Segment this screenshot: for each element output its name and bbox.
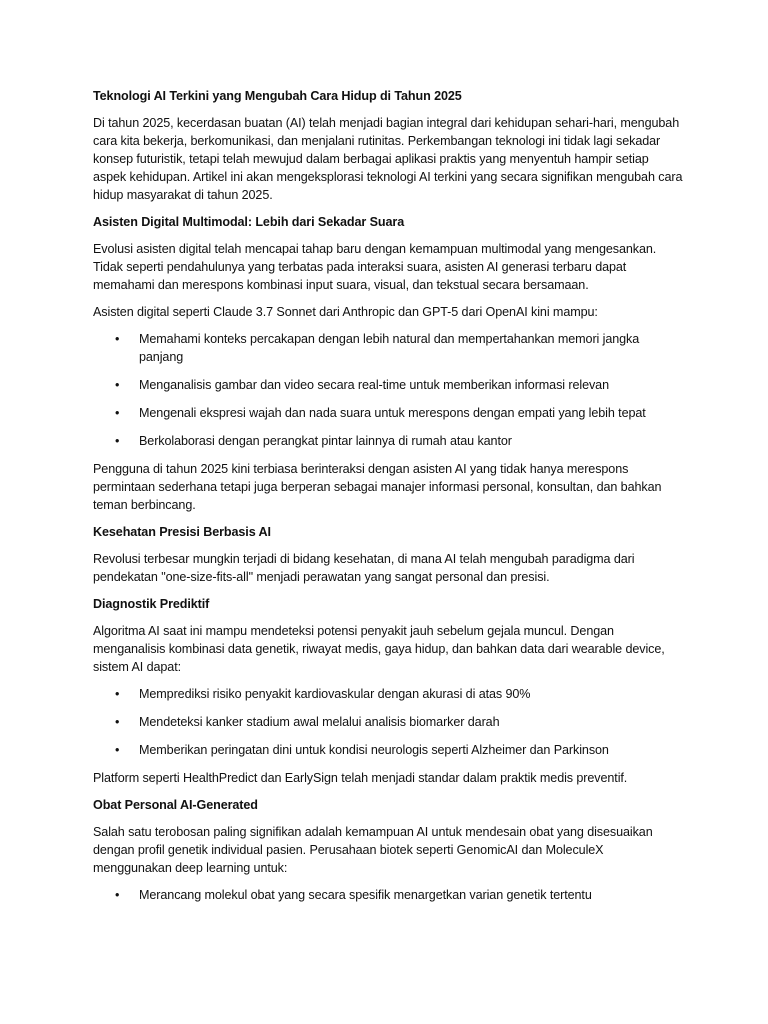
list-item-text: Memberikan peringatan dini untuk kondisi neurologis seperti Alzheimer dan Parkinson <box>139 743 609 757</box>
intro-paragraph: Di tahun 2025, kecerdasan buatan (AI) telah menjadi bagian integral dari kehidupan sehari-hari, mengubah cara kita bekerja, berkomunikasi, dan menjalani rutinitas. Perkembangan teknologi ini tidak lagi sekadar konsep futuristik, tetapi telah mewujud dalam berbagai aplikasi praktis yang menyentuh hampir setiap aspek kehidupan. Artikel ini akan mengeksplorasi teknologi AI terkini yang secara signifikan mengubah cara hidup masyarakat di tahun 2025. <box>93 116 683 202</box>
list-item <box>93 330 683 366</box>
section-heading-assistant: Asisten Digital Multimodal: Lebih dari Sekadar Suara <box>93 215 405 229</box>
list-item-text: Menganalisis gambar dan video secara real-time untuk memberikan informasi relevan <box>139 378 609 392</box>
section-heading-health: Kesehatan Presisi Berbasis AI <box>93 525 271 539</box>
list-item <box>93 741 683 759</box>
bullet-list <box>93 685 683 759</box>
list-item <box>93 886 683 904</box>
list-item-text: Merancang molekul obat yang secara spesifik menargetkan varian genetik tertentu <box>139 888 592 902</box>
list-item-text: Memprediksi risiko penyakit kardiovaskular dengan akurasi di atas 90% <box>139 687 531 701</box>
bullet-list <box>93 330 683 450</box>
bullet-icon: • <box>115 332 120 346</box>
bullet-icon: • <box>115 378 120 392</box>
paragraph: Revolusi terbesar mungkin terjadi di bidang kesehatan, di mana AI telah mengubah paradigma dari pendekatan "one-size-fits-all" menjadi perawatan yang sangat personal dan presisi. <box>93 552 635 584</box>
section-heading-diagnostics: Diagnostik Prediktif <box>93 597 210 611</box>
list-item-text: Mengenali ekspresi wajah dan nada suara untuk merespons dengan empati yang lebih tepat <box>139 406 646 420</box>
bullet-icon: • <box>115 888 120 902</box>
paragraph: Algoritma AI saat ini mampu mendeteksi potensi penyakit jauh sebelum gejala muncul. Dengan menganalisis kombinasi data genetik, riwayat medis, gaya hidup, dan bahkan data dari wearable device, sistem AI dapat: <box>93 624 665 674</box>
list-item-text: Mendeteksi kanker stadium awal melalui analisis biomarker darah <box>139 715 500 729</box>
paragraph: Platform seperti HealthPredict dan EarlySign telah menjadi standar dalam praktik medis preventif. <box>93 771 628 785</box>
section-heading-medicine: Obat Personal AI-Generated <box>93 798 258 812</box>
bullet-list <box>93 886 683 904</box>
bullet-icon: • <box>115 687 120 701</box>
list-item <box>93 713 683 731</box>
article-title: Teknologi AI Terkini yang Mengubah Cara Hidup di Tahun 2025 <box>93 89 462 103</box>
list-item <box>93 376 683 394</box>
paragraph: Pengguna di tahun 2025 kini terbiasa berinteraksi dengan asisten AI yang tidak hanya merespons permintaan sederhana tetapi juga berperan sebagai manajer informasi personal, konsultan, dan bahkan teman berbincang. <box>93 462 662 512</box>
list-item <box>93 685 683 703</box>
paragraph: Asisten digital seperti Claude 3.7 Sonnet dari Anthropic dan GPT-5 dari OpenAI kini mampu: <box>93 305 598 319</box>
bullet-icon: • <box>115 434 120 448</box>
bullet-icon: • <box>115 715 120 729</box>
bullet-icon: • <box>115 743 120 757</box>
list-item-text: Memahami konteks percakapan dengan lebih natural dan mempertahankan memori jangka panjang <box>139 332 640 364</box>
paragraph: Salah satu terobosan paling signifikan adalah kemampuan AI untuk mendesain obat yang disesuaikan dengan profil genetik individual pasien. Perusahaan biotek seperti GenomicAI dan MoleculeX menggunakan deep learning untuk: <box>93 825 653 875</box>
list-item-text: Berkolaborasi dengan perangkat pintar lainnya di rumah atau kantor <box>139 434 512 448</box>
list-item <box>93 432 683 450</box>
list-item <box>93 404 683 422</box>
paragraph: Evolusi asisten digital telah mencapai tahap baru dengan kemampuan multimodal yang mengesankan. Tidak seperti pendahulunya yang terbatas pada interaksi suara, asisten AI generasi terbaru dapat memahami dan merespons kombinasi input suara, visual, dan tekstual secara bersamaan. <box>93 242 657 292</box>
bullet-icon: • <box>115 406 120 420</box>
document-page <box>93 87 683 914</box>
